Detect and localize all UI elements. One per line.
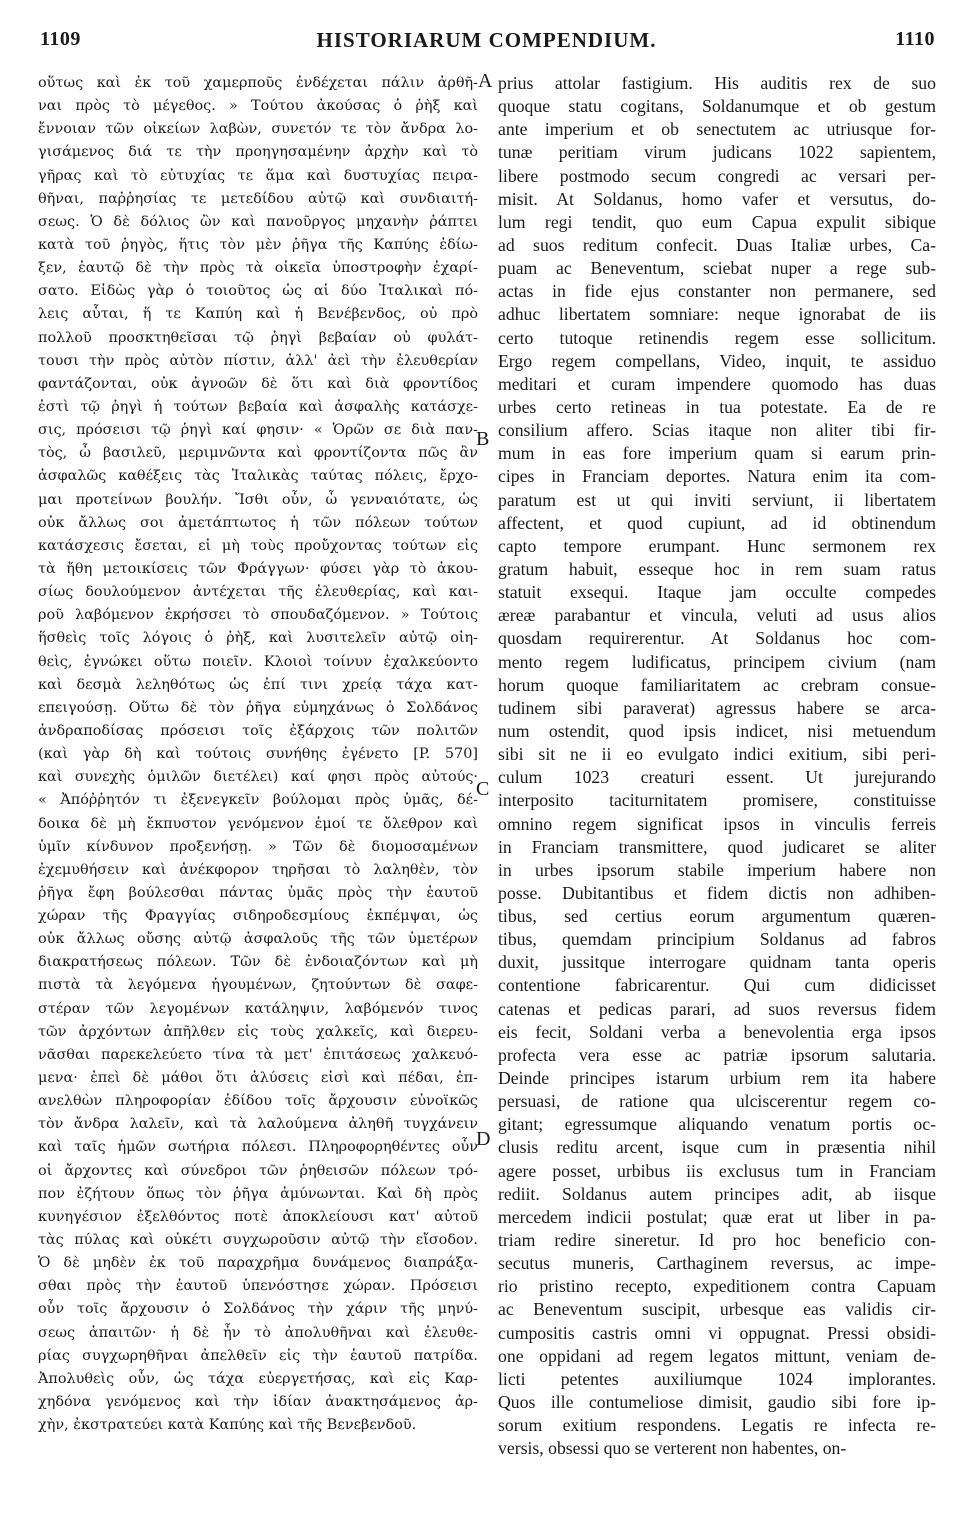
greek-text-line: κυνηγέσιον ἐξελθόντος ποτὲ ἀποκλείουσι κατ' αὐτοῦ xyxy=(38,1208,478,1225)
page-number-left: 1109 xyxy=(40,28,81,50)
greek-text-line: θεὶς, ἐγνώκει οὕτω ποιεῖν. Κλοιοὶ τοίνυν ἐχαλκεύοντο xyxy=(38,653,478,670)
greek-text-line: ἥσθεὶς τοῖς λόγοις ὁ ῥὴξ, καὶ λυσιτελεῖν αὐτῷ οἰη- xyxy=(38,630,478,647)
greek-text-line: « Ἀπόῤῥητόν τι ἐξενεγκεῖν βούλομαι πρὸς ὑμᾶς, δέ- xyxy=(38,792,478,809)
latin-text-line: rediit. Soldanus autem principes adit, ab iisque xyxy=(498,1183,936,1204)
latin-text-line: actas in fide ejus constanter non permanere, sed xyxy=(498,281,936,302)
latin-text-line: adhuc libertatem somniare: neque ignorabat de iis xyxy=(498,304,936,325)
latin-text-line: tunæ peritiam virum judicans 1022 sapientem, xyxy=(498,142,936,163)
greek-text-line: ἀσφαλῶς καθέξεις τὰς Ἰταλικὰς ταύτας πόλεις, ἔρχο- xyxy=(38,468,478,485)
latin-text-line: quosdam requirerentur. At Soldanus hoc com- xyxy=(498,628,936,649)
latin-text-line: culum 1023 creaturi essent. Ut jurejurando xyxy=(498,767,936,788)
latin-column xyxy=(498,72,936,1502)
greek-text-line: πολλοῦ προσκτηθεῖσαι τῷ ῥηγὶ βεβαίαν οὐ φυλάτ- xyxy=(38,329,478,346)
greek-text-line: ρίας συγχωρηθῆναι ἀπελθεῖν εἰς τὴν ἑαυτοῦ πατρίδα. xyxy=(38,1347,478,1364)
latin-text-line: num ostendit, quod ipsis indicet, nisi metuendum xyxy=(498,720,936,741)
latin-text-line: mento regem ludificatus, principem civium (nam xyxy=(498,651,936,672)
greek-text-line: οὐκ ἄλλως οὔσης αὐτῷ ἀσφαλοῦς τῆς τῶν ὑμετέρων xyxy=(38,931,478,948)
latin-text-line: in urbes ipsorum stabile imperium habere non xyxy=(498,859,936,880)
latin-text-line: libere postmodo secum congredi ac versari per- xyxy=(498,165,936,186)
greek-text-line: γισάμενος διά τε τὴν προηγησαμένην ἀρχὴν καὶ τὸ xyxy=(38,144,478,161)
greek-text-line: καὶ ταῖς ἡμῶν σωτήρια πόλεσι. Πληροφορηθέντες οὖν xyxy=(38,1139,478,1156)
latin-text-line: in Franciam transmittere, quod judicaret se aliter xyxy=(498,836,936,857)
greek-text-line: ξεν, ἑαυτῷ δὲ τὴν πρὸς τὰ οἰκεῖα ὑποστροφὴν ἐχαρί- xyxy=(38,260,478,277)
page-number-right: 1110 xyxy=(895,28,935,50)
latin-text-line: one oppidani ad regem legatos mittunt, veniam de- xyxy=(498,1345,936,1366)
latin-text-line: capto tempore erumpant. Hunc sermonem rex xyxy=(498,535,936,556)
section-marker-c: C xyxy=(476,778,490,800)
page-header xyxy=(0,28,973,68)
greek-text-line: τὸν ἄνδρα λαλεῖν, καὶ τὰ λαλούμενα ἀληθῆ τυγχάνειν xyxy=(38,1116,478,1133)
latin-text-line: triam redire sineretur. Id pro hoc beneficio con- xyxy=(498,1230,936,1251)
latin-text-line: ante imperium et ob senectutem ac utriusque for- xyxy=(498,119,936,140)
latin-text-line: tibus, sed certius eorum argumentum quæren- xyxy=(498,906,936,927)
greek-text-line: Ἀπολυθεὶς οὖν, ὡς τάχα εὐεργετήσας, καὶ εἰς Καρ- xyxy=(38,1370,478,1387)
latin-text-line: cumpositis castris omni vi oppugnat. Pressi obsidi- xyxy=(498,1322,936,1343)
greek-text-line: πον ἐζήτουν ὅπως τὸν ῥῆγα ἀμύνωνται. Καὶ δὴ πρὸς xyxy=(38,1185,478,1202)
latin-text-line: duxit, jussitque interrogare quidnam tanta operis xyxy=(498,952,936,973)
running-title: HISTORIARUM COMPENDIUM. xyxy=(316,28,657,52)
latin-text-line: statuit exsequi. Itaque jam occulte compedes xyxy=(498,582,936,603)
greek-text-line: τῶν ἀρχόντων ἀπῆλθεν εἰς τοὺς χαλκεῖς, καὶ διερευ- xyxy=(38,1023,478,1040)
greek-text-line: χὴν, ἐκστρατεύει κατὰ Καπύης καὶ τῆς Βενεβενδοῦ. xyxy=(38,1417,417,1434)
greek-text-line: κατὰ τοῦ ῥηγὸς, ἥτις τὸν μὲν ῥῆγα τῆς Καπύης ἐδίω- xyxy=(38,236,478,253)
greek-text-line: καὶ συνεχὴς ὁμιλῶν διετέλει) καί φησι πρὸς αὐτούς· xyxy=(38,769,478,786)
latin-text-line: rio pristino recepto, expeditionem contra Capuam xyxy=(498,1276,936,1297)
greek-text-line: διακρατήσεως πόλεων. Τῶν δὲ ἐνδοιαζόντων καὶ μὴ xyxy=(38,954,478,971)
greek-text-line: λεις αὗται, ἥ τε Καπύη καὶ ἡ Βενέβενδος, οὐ πρὸ xyxy=(38,306,478,323)
latin-text-line: persuasi, de ratione qua ulciscerentur regem co- xyxy=(498,1091,936,1112)
latin-text-line: interposito taciturnitatem promisere, constituisse xyxy=(498,790,936,811)
latin-text-line: horum quoque familiaritatem ac crebram consue- xyxy=(498,674,936,695)
greek-text-line: μενα· ἐπεὶ δὲ μάθοι ὅτι ἁλύσεις εἰσὶ καὶ πέδαι, ἐπ- xyxy=(38,1070,478,1087)
greek-text-line: χηδόνα γενόμενος καὶ τὴν ἰδίαν ἀνακτησάμενος ἀρ- xyxy=(38,1394,478,1411)
latin-text-line: certo tutoque retinendis regem esse sollicitum. xyxy=(498,327,936,348)
greek-text-line: στέραν τῶν λεγομένων κατάληψιν, λαβόμενόν τινος xyxy=(38,1000,478,1017)
latin-text-line: cipes in Franciam deportes. Natura enim ita com- xyxy=(498,466,936,487)
greek-text-line: Ὁ δὲ μηδὲν ἐκ τοῦ παραχρῆμα δυνάμενος διαπράξα- xyxy=(38,1255,478,1272)
greek-text-line: σεως. Ὁ δὲ δόλιος ὢν καὶ πανοῦργος μηχανὴν ῥάπτει xyxy=(38,213,478,230)
greek-text-line: οἱ ἄρχοντες καὶ σύνεδροι τῶν ῥηθεισῶν πόλεων τρό- xyxy=(38,1162,478,1179)
latin-text-line: paratum est ut qui inviti serviunt, ii libertatem xyxy=(498,489,936,510)
latin-text-line: puam ac Beneventum, sciebat nuper a rege sub- xyxy=(498,258,936,279)
latin-text-line: agere posset, urbibus iis exclusus tum in Franciam xyxy=(498,1160,936,1181)
greek-text-line: σατο. Εἰδὼς γὰρ ὁ τοιοῦτος ὡς αἱ δύο Ἰταλικαὶ πό- xyxy=(38,283,478,300)
greek-text-line: επειγούσῃ. Οὕτω δὲ τὸν ῥῆγα εὐμηχάνως ὁ Σολδάνος xyxy=(38,699,478,716)
latin-text-line: clusis reditu arcent, isque cum in præsentia nihil xyxy=(498,1137,936,1158)
greek-text-line: γῆρας καὶ τὸ εὐτυχίας τε ἅμα καὶ δυστυχίας πειρα- xyxy=(38,167,478,184)
greek-text-line: τὸς, ὦ βασιλεῦ, μεριμνῶντα καὶ φροντίζοντα πῶς ἂν xyxy=(38,445,478,462)
greek-text-line: ὑμῖν κίνδυνον προξενήσῃ. » Τῶν δὲ διομοσαμένων xyxy=(38,838,478,855)
greek-text-line: οὖν τοῖς ἄρχουσιν ὁ Σολδάνος τὴν χάριν τῆς μηνύ- xyxy=(38,1301,478,1318)
greek-text-line: θῆναι, παῤῥησίας τε μετεδίδου αὐτῷ καὶ συνδιαιτή- xyxy=(38,190,478,207)
greek-text-line: καὶ δεσμὰ λεληθότως ὡς ἐπί τινι χρείᾳ τάχα κατ- xyxy=(38,676,478,693)
latin-text-line: gratum habuit, esseque hoc in rem suam ratus xyxy=(498,558,936,579)
greek-text-line: χώραν τῆς Φραγγίας σιδηροδεσμίους ἐκπέμψαι, ὡς xyxy=(38,908,478,925)
latin-text-line: tudinem sibi paraverat) agressus habere se arca- xyxy=(498,697,936,718)
latin-text-line: secutus muneris, Carthaginem reversus, ac impe- xyxy=(498,1253,936,1274)
latin-text-line: æreæ parabantur et vincula, veluti ad usus alios xyxy=(498,605,936,626)
greek-text-line: σεως ἀπαιτῶν· ἡ δὲ ἦν τὸ ἀπολυθῆναι καὶ ἐλευθε- xyxy=(38,1324,478,1341)
latin-text-line: tibus, quemdam principium Soldanus ad fabros xyxy=(498,929,936,950)
latin-text-line: ac Beneventum suscipit, urbesque eas validis cir- xyxy=(498,1299,936,1320)
greek-text-line: ἔννοιαν τῶν οἰκείων λαβὼν, συνετόν τε τὸν ἄνδρα λο- xyxy=(38,121,478,138)
section-marker-d: D xyxy=(476,1128,491,1150)
latin-text-line: versis, obsessi quo se verterent non habentes, on- xyxy=(498,1438,847,1459)
latin-text-line: meditari et curam impendere quomodo has duas xyxy=(498,373,936,394)
greek-text-line: νᾶσθαι παρεκελεύετο τίνα τὰ μετ' ἐπιτάσεως χαλκευό- xyxy=(38,1046,478,1063)
latin-text-line: omnino regem significat ipsos in vinculis ferreis xyxy=(498,813,936,834)
greek-text-line: ἐστὶ τῷ ῥηγὶ ἡ τούτων βεβαία καὶ ἀσφαλὴς κατάσχε- xyxy=(38,398,478,415)
latin-text-line: mercedem indicii postulat; quæ erat ut liber in pa- xyxy=(498,1206,936,1227)
greek-text-line: οὐκ ἄλλως σοι ἀμετάπτωτος ἡ τῶν πόλεων τούτων xyxy=(38,514,478,531)
section-marker-b: B xyxy=(476,428,490,450)
latin-text-line: prius attolar fastigium. His auditis rex de suo xyxy=(498,73,936,93)
latin-text-line: gitant; egressumque aliquando venatum portis oc- xyxy=(498,1114,936,1135)
latin-text-line: sibi sit ne ii eo evulgato indici exitium, sibi peri- xyxy=(498,744,936,765)
latin-text-line: contentione fabricarentur. Qui cum didicisset xyxy=(498,975,936,996)
latin-text-line: profecta vera esse ac patriæ ipsorum salutaria. xyxy=(498,1044,936,1065)
latin-text-line: urbes certo retineas in tua potestate. Ea de re xyxy=(498,396,936,417)
greek-text-line: ναι πρὸς τὸ μέγεθος. » Τούτου ἀκούσας ὁ ῥὴξ καὶ xyxy=(38,98,478,115)
greek-text-line: τὰ ἤθη μετοικίσεις τῶν Φράγγων· φύσει γὰρ τὸ ἀκου- xyxy=(38,560,478,577)
latin-text-line: catenas et pedicas parari, ad suos reversus fidem xyxy=(498,998,936,1019)
greek-text-line: μαι προτείνων βουλήν. Ἴσθι οὖν, ὦ γενναιότατε, ὡς xyxy=(38,491,478,508)
latin-text-line: misit. At Soldanus, homo vafer et versutus, do- xyxy=(498,188,936,209)
latin-text-line: consilium affero. Scias itaque non aliter tibi fir- xyxy=(498,420,936,441)
latin-text-line: lum regi tendit, quo eum Capua expulit sibique xyxy=(498,211,936,232)
greek-text-line: πιστὰ τὰ λεγόμενα ἡγουμένων, ζητούντων δὲ σαφε- xyxy=(38,977,478,994)
greek-text-line: οὕτως καὶ ἐκ τοῦ χαμερποῦς ἐνδέχεται πάλιν ἀρθῆ- xyxy=(38,75,478,91)
greek-text-line: ανελθὼν πληροφορίαν ἐδίδου τοῖς ἄρχουσιν εὐνοϊκῶς xyxy=(38,1093,478,1110)
greek-column xyxy=(38,72,478,1502)
latin-text-line: ad suos reditum confecit. Duas Italiæ urbes, Ca- xyxy=(498,234,936,255)
latin-text-line: Deinde principes istarum urbium rem ita habere xyxy=(498,1068,936,1089)
greek-text-line: φαντάζονται, οὐκ ἀγνοῶν δὲ ὅτι καὶ διὰ φροντίδος xyxy=(38,375,478,392)
section-marker-a: A xyxy=(478,70,493,92)
greek-text-line: (καὶ γὰρ δὴ καὶ τούτοις συνήθης ἐγένετο [P. 570] xyxy=(38,746,478,763)
latin-text-line: affectent, et quod cupiunt, ad id obtinendum xyxy=(498,512,936,533)
greek-text-line: ἀνδραποδίσας πρόσεισι τοῖς ἐξάρχοις τῶν πολιτῶν xyxy=(38,722,478,739)
greek-text-line: τὰς πύλας καὶ οὐκέτι συγχωροῦσιν αὐτῷ τὴν εἴσοδον. xyxy=(38,1232,478,1249)
greek-text-line: σθαι πρὸς τὴν ἑαυτοῦ ὑπενόστησε χώραν. Πρόσεισι xyxy=(38,1278,478,1295)
latin-text-line: sorum exitium respondens. Legatis re infecta re- xyxy=(498,1415,936,1436)
greek-text-line: δοικα δὲ μὴ ἔκπυστον γενόμενον ἐμοί τε ὄλεθρον καὶ xyxy=(38,815,478,832)
latin-text-line: posse. Dubitantibus et fidem dictis non adhiben- xyxy=(498,882,936,903)
greek-text-line: ροῦ λαβόμενον ἐκρήσσει τὸ σπουδαζόμενον. » Τούτοις xyxy=(38,607,478,624)
latin-text-line: mum in eas fore imperium quam si earum prin- xyxy=(498,443,936,464)
greek-text-line: σις, πρόσεισι τῷ ῥηγὶ καί φησιν· « Ὁρῶν σε διὰ παν- xyxy=(38,422,478,439)
latin-text-line: licti petentes auxiliumque 1024 implorantes. xyxy=(498,1368,936,1389)
latin-text-line: Ergo regem compellans, Video, inquit, te assiduo xyxy=(498,350,936,371)
latin-text-line: eis fecit, Soldani verba a benevolentia erga ipsos xyxy=(498,1021,936,1042)
greek-text-line: ῥῆγα ἔφη βούλεσθαι πάντας ὑμᾶς πρὸς τὴν ἑαυτοῦ xyxy=(38,884,478,901)
greek-text-line: τουσι τὴν πρὸς αὐτὸν πίστιν, ἀλλ' ἀεὶ τὴν ἐλευθερίαν xyxy=(38,352,478,369)
greek-text-line: ἐχεμυθήσειν καὶ ἀνέκφορον τηρῆσαι τὸ λαληθὲν, τὸν xyxy=(38,861,478,878)
latin-text-line: Quos ille contumeliose dimisit, gaudio sibi fore ip- xyxy=(498,1392,936,1413)
greek-text-line: σίως δουλούμενον ἀντέχεται τῆς ἐλευθερίας, καὶ και- xyxy=(38,584,478,601)
greek-text-line: κατάσχεσις ἔσεται, εἰ μὴ τοὺς προὔχοντας τούτων εἰς xyxy=(38,537,478,554)
latin-text-line: quoque statu cogitans, Soldanumque et ob gestum xyxy=(498,96,936,117)
